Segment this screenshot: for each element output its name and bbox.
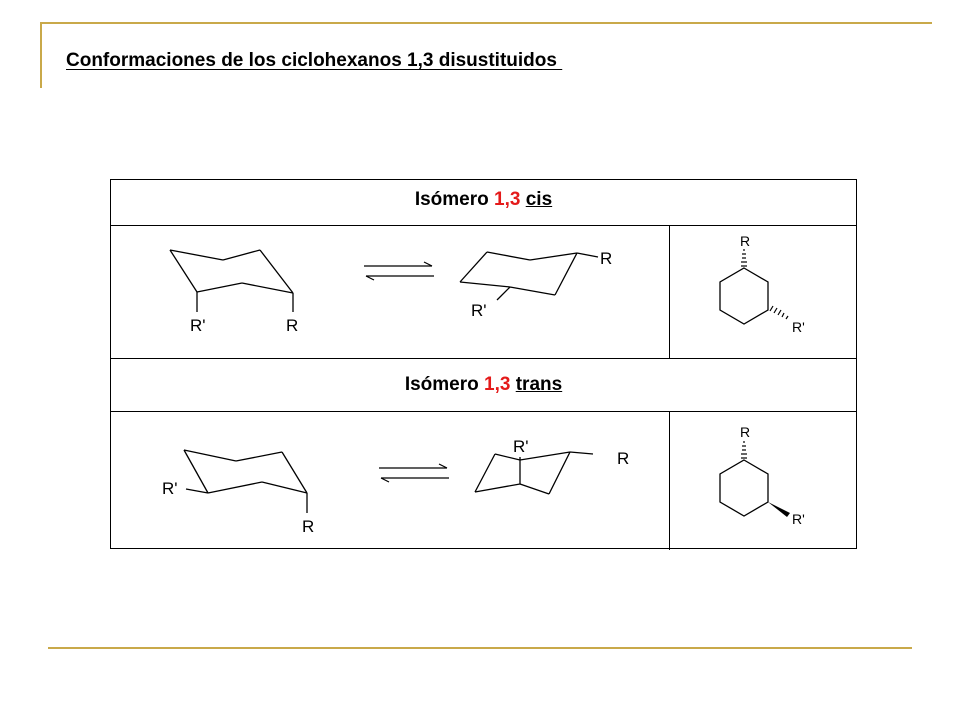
substituent-label: R' bbox=[190, 316, 206, 335]
top-accent-line bbox=[40, 22, 932, 24]
equilibrium-arrows bbox=[375, 460, 455, 490]
substituent-label: R' bbox=[792, 511, 805, 527]
substituent-label: R' bbox=[162, 479, 178, 498]
divider bbox=[669, 225, 670, 359]
cis-chair-conformer-1 bbox=[160, 240, 320, 340]
divider bbox=[111, 411, 856, 412]
cis-skeletal-structure bbox=[710, 230, 830, 345]
substituent-label: R bbox=[740, 424, 751, 440]
substituent-label: R bbox=[286, 316, 299, 335]
substituent-label: R bbox=[600, 249, 613, 268]
divider bbox=[111, 225, 856, 226]
substituent-label: R bbox=[740, 233, 751, 249]
substituent-label: R' bbox=[513, 437, 529, 456]
divider bbox=[111, 358, 856, 359]
slide-title: Conformaciones de los ciclohexanos 1,3 disustituidos bbox=[66, 50, 563, 71]
cis-chair-conformer-2 bbox=[455, 240, 625, 330]
left-accent-line bbox=[40, 22, 42, 88]
divider bbox=[669, 411, 670, 550]
wedge-bond bbox=[768, 502, 790, 517]
trans-skeletal-structure bbox=[710, 420, 830, 535]
substituent-label: R' bbox=[471, 301, 487, 320]
substituent-label: R bbox=[617, 449, 630, 468]
trans-chair-conformer-2 bbox=[465, 432, 645, 502]
trans-chair-conformer-1 bbox=[160, 440, 330, 540]
cis-row-title: Isómero 1,3 cis bbox=[414, 189, 553, 210]
substituent-label: R bbox=[302, 517, 315, 536]
equilibrium-arrows bbox=[360, 258, 440, 288]
trans-row-title: Isómero 1,3 trans bbox=[404, 374, 563, 395]
bottom-accent-line bbox=[48, 647, 912, 649]
substituent-label: R' bbox=[792, 319, 805, 335]
